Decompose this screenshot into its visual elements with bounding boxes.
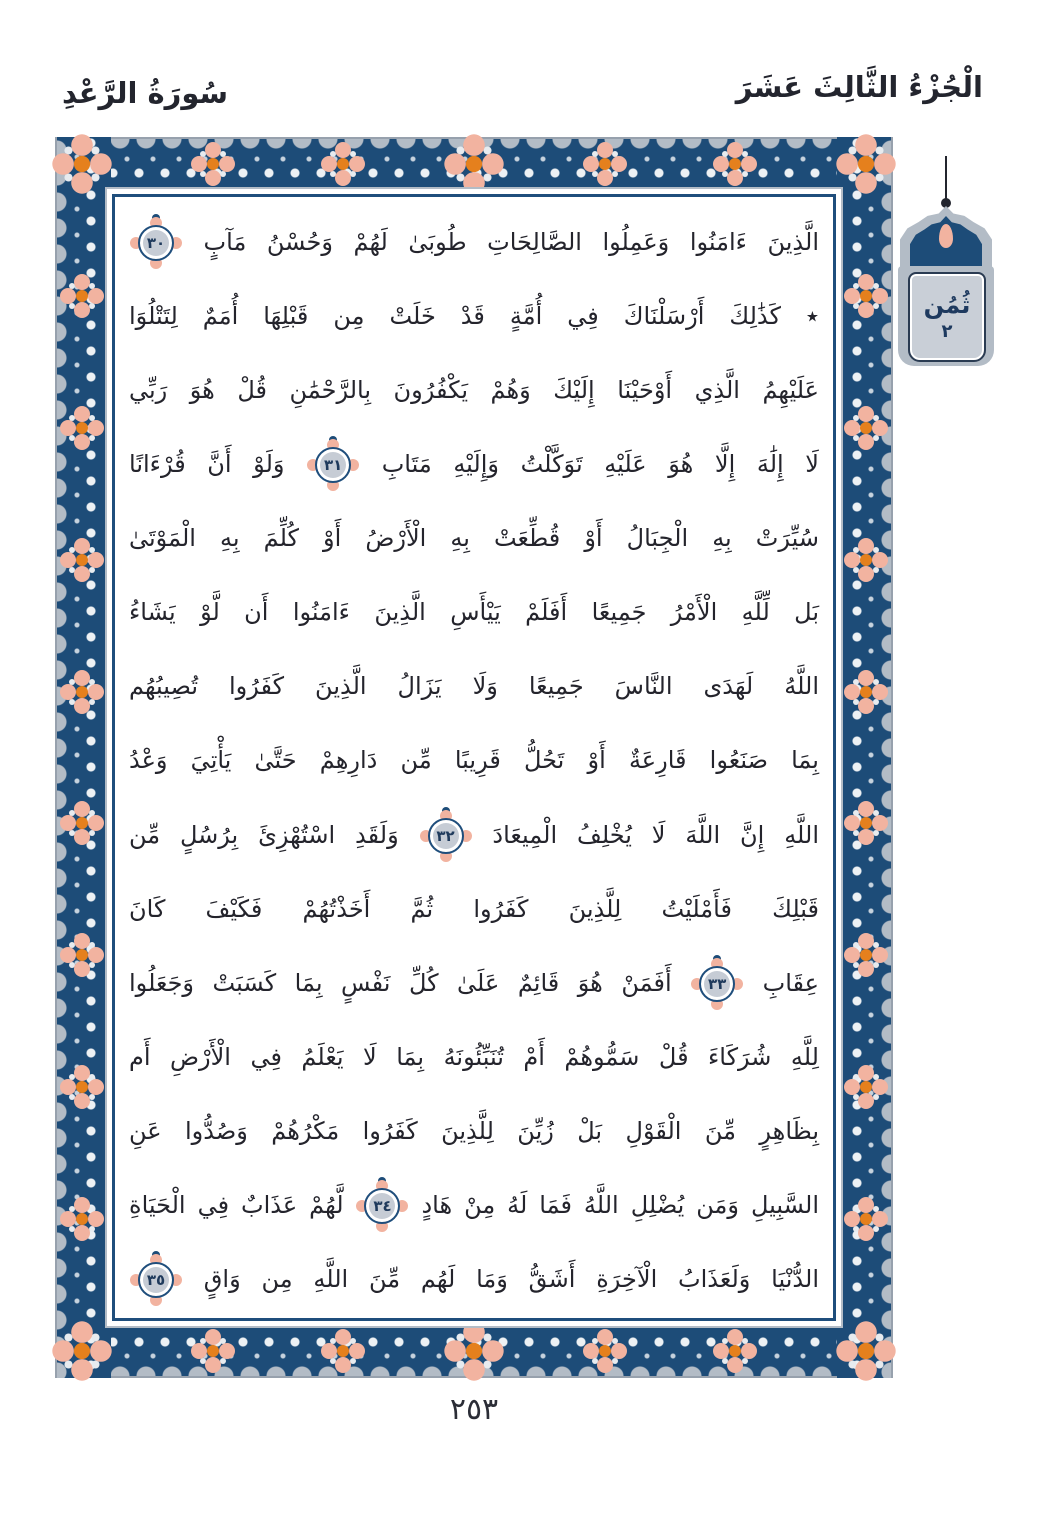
border-flower-icon	[860, 686, 872, 698]
mushaf-line-14: السَّبِيلِ وَمَن يُضْلِلِ اللَّهُ فَمَا لَهُ مِنْ هَادٍ ٣٤ لَّهُمْ عَذَابٌ فِي الْحَيَاةِ	[129, 1170, 819, 1240]
border-flower-icon	[76, 290, 88, 302]
border-flower-icon	[76, 1213, 88, 1225]
mushaf-line-3: عَلَيْهِمُ الَّذِي أَوْحَيْنَا إِلَيْكَ وَهُمْ يَكْفُرُونَ بِالرَّحْمَٰنِ قُلْ هُوَ رَبِّي	[129, 376, 819, 405]
mushaf-line-10: قَبْلِكَ فَأَمْلَيْتُ لِلَّذِينَ كَفَرُوا ثُمَّ أَخَذْتُهُمْ فَكَيْفَ كَانَ	[129, 894, 819, 923]
bookmark-teardrop-icon	[939, 224, 953, 248]
verse-end-marker: ٣٠	[138, 225, 174, 261]
verse-end-marker: ٣٥	[138, 1262, 174, 1298]
bookmark-stem	[945, 156, 947, 202]
mushaf-line-1: الَّذِينَ ءَامَنُوا وَعَمِلُوا الصَّالِحَاتِ طُوبَىٰ لَهُمْ وَحُسْنُ مَآبٍ ٣٠	[129, 207, 819, 277]
mushaf-line-12: لِلَّهِ شُرَكَاءَ قُلْ سَمُّوهُمْ أَمْ تُنَبِّئُونَهُ بِمَا لَا يَعْلَمُ فِي الْأَرْضِ أَم	[129, 1042, 819, 1071]
border-flower-icon	[860, 422, 872, 434]
verse-end-marker: ٣٢	[428, 818, 464, 854]
page-number: ٢٥٣	[449, 1392, 499, 1427]
mushaf-line-5: سُيِّرَتْ بِهِ الْجِبَالُ أَوْ قُطِّعَتْ بِهِ الْأَرْضُ أَوْ كُلِّمَ بِهِ الْمَوْتَىٰ	[129, 524, 819, 553]
border-flower-icon	[466, 1343, 482, 1359]
mushaf-line-6: بَل لِّلَّهِ الْأَمْرُ جَمِيعًا أَفَلَمْ يَيْأَسِ الَّذِينَ ءَامَنُوا أَن لَّوْ يَشَاءُ	[129, 598, 819, 627]
mushaf-line-9: اللَّهِ إِنَّ اللَّهَ لَا يُخْلِفُ الْمِيعَادَ ٣٢ وَلَقَدِ اسْتُهْزِئَ بِرُسُلٍ مِّن	[129, 800, 819, 870]
border-flower-icon	[76, 686, 88, 698]
mushaf-line-7: اللَّهُ لَهَدَى النَّاسَ جَمِيعًا وَلَا يَزَالُ الَّذِينَ كَفَرُوا تُصِيبُهُم	[129, 672, 819, 701]
surah-title: سُورَةُ الرَّعْدِ	[62, 76, 229, 110]
mushaf-line-11: عِقَابِ ٣٣ أَفَمَنْ هُوَ قَائِمٌ عَلَىٰ كُلِّ نَفْسٍ بِمَا كَسَبَتْ وَجَعَلُوا	[129, 948, 819, 1018]
mushaf-line-2: ٭ كَذَٰلِكَ أَرْسَلْنَاكَ فِي أُمَّةٍ قَدْ خَلَتْ مِن قَبْلِهَا أُمَمٌ لِتَتْلُوَا	[129, 302, 819, 331]
bookmark-panel	[908, 272, 986, 362]
verse-end-marker: ٣٤	[364, 1188, 400, 1224]
border-band-left	[55, 137, 111, 1378]
border-flower-icon	[466, 156, 482, 172]
thumn-bookmark	[896, 156, 996, 368]
mushaf-line-13: بِظَاهِرٍ مِّنَ الْقَوْلِ بَلْ زُيِّنَ لِلَّذِينَ كَفَرُوا مَكْرُهُمْ وَصُدُّوا عَنِ	[129, 1116, 819, 1145]
mushaf-text	[129, 207, 819, 1314]
border-flower-icon	[207, 158, 219, 170]
border-flower-icon	[860, 554, 872, 566]
border-flower-icon	[860, 1213, 872, 1225]
border-flower-icon	[858, 156, 874, 172]
mushaf-line-4: لَا إِلَٰهَ إِلَّا هُوَ عَلَيْهِ تَوَكَّلْتُ وَإِلَيْهِ مَتَابِ ٣١ وَلَوْ أَنَّ قُرْءَانًا	[129, 429, 819, 499]
border-flower-icon	[599, 1345, 611, 1357]
mushaf-line-15: الدُّنْيَا وَلَعَذَابُ الْآخِرَةِ أَشَقُّ وَمَا لَهُم مِّنَ اللَّهِ مِن وَاقٍ ٣٥	[129, 1244, 819, 1314]
border-flower-icon	[76, 422, 88, 434]
verse-end-marker: ٣١	[315, 447, 351, 483]
border-flower-icon	[74, 156, 90, 172]
border-flower-icon	[858, 1343, 874, 1359]
border-flower-icon	[76, 554, 88, 566]
bookmark-number: ٢	[941, 321, 953, 342]
bookmark-label: ثُمُن	[923, 291, 971, 319]
verse-end-marker: ٣٣	[699, 966, 735, 1002]
ornamental-border-frame	[55, 137, 893, 1378]
border-flower-icon	[599, 158, 611, 170]
border-flower-icon	[74, 1343, 90, 1359]
border-flower-icon	[207, 1345, 219, 1357]
border-band-right	[837, 137, 893, 1378]
juz-title: الْجُزْءُ الثَّالِثَ عَشَرَ	[735, 70, 983, 104]
mushaf-line-8: بِمَا صَنَعُوا قَارِعَةٌ أَوْ تَحُلُّ قَرِيبًا مِّن دَارِهِمْ حَتَّىٰ يَأْتِيَ وَعْدُ	[129, 746, 819, 775]
border-flower-icon	[860, 290, 872, 302]
